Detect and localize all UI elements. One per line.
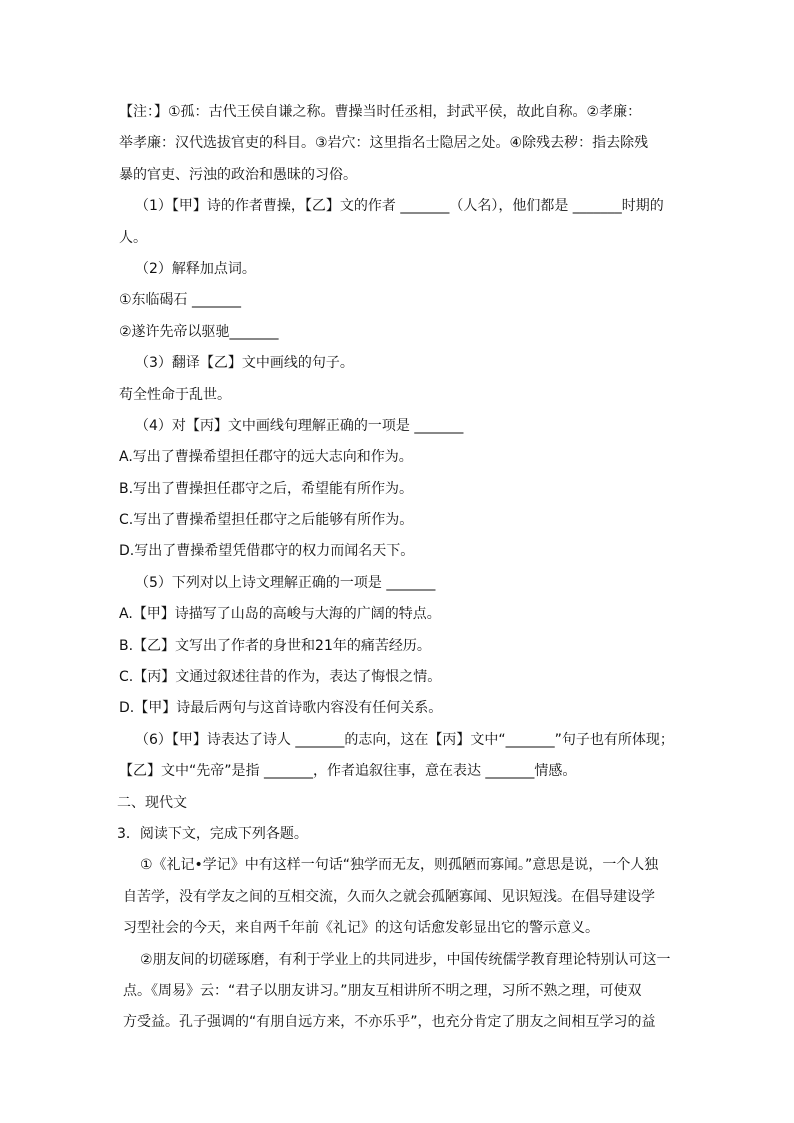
note-line-2: 举孝廉：汉代选拔官吏的科目。③岩穴：这里指名士隐居之处。④除残去秽：指去除残 [119, 135, 649, 152]
question-6: （6）【甲】诗表达了诗人 _______的志向，这在【丙】文中“_______”句子也有所体现； [135, 731, 674, 748]
question-5-option-b: B.【乙】文写出了作者的身世和21年的痛苦经历。 [119, 637, 431, 654]
question-6-cont: 【乙】文中“先帝”是指 _______，作者追叙往事，意在表达 _______情感。 [119, 763, 577, 780]
question-4-option-d: D.写出了曹操希望凭借郡守的权力而闻名天下。 [119, 543, 415, 560]
question-3-prompt: 3．阅读下文，完成下列各题。 [117, 825, 308, 842]
question-2: （2）解释加点词。 [135, 260, 256, 277]
question-1: （1）【甲】诗的作者曹操，【乙】文的作者 _______（人名），他们都是 _______时期的 [135, 198, 664, 215]
paragraph-1-line-3: 习型社会的今天，来自两千年前《礼记》的这句话愈发彰显出它的警示意义。 [123, 920, 599, 937]
question-5-option-a: A.【甲】诗描写了山岛的高峻与大海的广阔的特点。 [119, 606, 441, 623]
question-2-item-2: ②遂许先帝以驱驰_______ [119, 323, 279, 340]
note-line-1: 【注：】①孤：古代王侯自谦之称。曹操当时任丞相，封武平侯，故此自称。②孝廉： [119, 104, 642, 120]
document-page [119, 97, 719, 1039]
question-4-option-b: B.写出了曹操担任郡守之后，希望能有所作为。 [119, 480, 414, 497]
section-heading: 二、现代文 [117, 794, 187, 811]
question-4-option-a: A.写出了曹操希望担任郡守的远大志向和作为。 [119, 449, 413, 466]
question-4-option-c: C.写出了曹操希望担任郡守之后能够有所作为。 [119, 512, 414, 529]
question-4: （4）对【丙】文中画线句理解正确的一项是 _______ [135, 417, 464, 434]
paragraph-2-line-1: ②朋友间的切磋琢磨，有利于学业上的共同进步，中国传统儒学教育理论特别认可这一 [140, 951, 671, 968]
question-1-cont: 人。 [119, 229, 147, 246]
question-5-option-d: D.【甲】诗最后两句与这首诗歌内容没有任何关系。 [119, 700, 443, 717]
paragraph-1-line-2: 自苦学，没有学友之间的互相交流，久而久之就会孤陋寡闻、见识短浅。在倡导建设学 [123, 888, 655, 905]
question-2-item-1: ①东临碣石 _______ [119, 292, 242, 309]
question-5: （5）下列对以上诗文理解正确的一项是 _______ [135, 574, 436, 591]
question-3-sentence: 苟全性命于乱世。 [119, 386, 231, 403]
paragraph-2-line-3: 方受益。孔子强调的“有朋自远方来，不亦乐乎”，也充分肯定了朋友之间相互学习的益 [123, 1014, 656, 1031]
paragraph-2-line-2: 点。《周易》云：“君子以朋友讲习。”朋友互相讲所不明之理，习所不熟之理，可使双 [123, 982, 642, 999]
note-line-3: 暴的官吏、污浊的政治和愚昧的习俗。 [119, 166, 357, 183]
question-5-option-c: C.【丙】文通过叙述往昔的作为，表达了悔恨之情。 [119, 669, 442, 686]
paragraph-1-line-1: ①《礼记•学记》中有这样一句话“独学而无友，则孤陋而寡闻。”意思是说，一个人独 [140, 857, 659, 874]
question-3: （3）翻译【乙】文中画线的句子。 [135, 355, 354, 372]
